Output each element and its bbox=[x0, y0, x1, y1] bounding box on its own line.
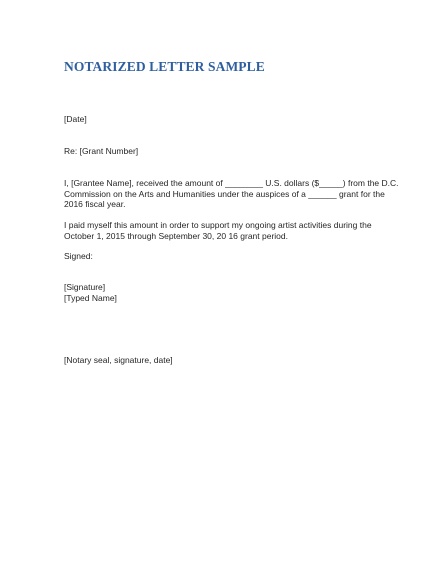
typed-name-placeholder: [Typed Name] bbox=[64, 293, 117, 303]
re-line: Re: [Grant Number] bbox=[64, 146, 139, 156]
signature-placeholder: [Signature] bbox=[64, 282, 106, 292]
paragraph-payment bbox=[64, 220, 372, 241]
notary-placeholder: [Notary seal, signature, date] bbox=[64, 355, 173, 365]
paragraph-line: October 1, 2015 through September 30, 20 16 grant period. bbox=[64, 230, 288, 241]
paragraph-line: I, [Grantee Name], received the amount of ________ U.S. dollars ($_____) from the D.C. bbox=[64, 178, 399, 188]
signed-label: Signed: bbox=[64, 251, 93, 261]
paragraph-line: I paid myself this amount in order to support my ongoing artist activities during the bbox=[64, 220, 372, 230]
paragraph-line: Commission on the Arts and Humanities under the auspices of a ______ grant for the bbox=[64, 188, 385, 199]
paragraph-receipt bbox=[64, 178, 399, 210]
page-title: NOTARIZED LETTER SAMPLE bbox=[64, 59, 265, 74]
date-placeholder: [Date] bbox=[64, 114, 87, 124]
paragraph-line: 2016 fiscal year. bbox=[64, 199, 126, 209]
